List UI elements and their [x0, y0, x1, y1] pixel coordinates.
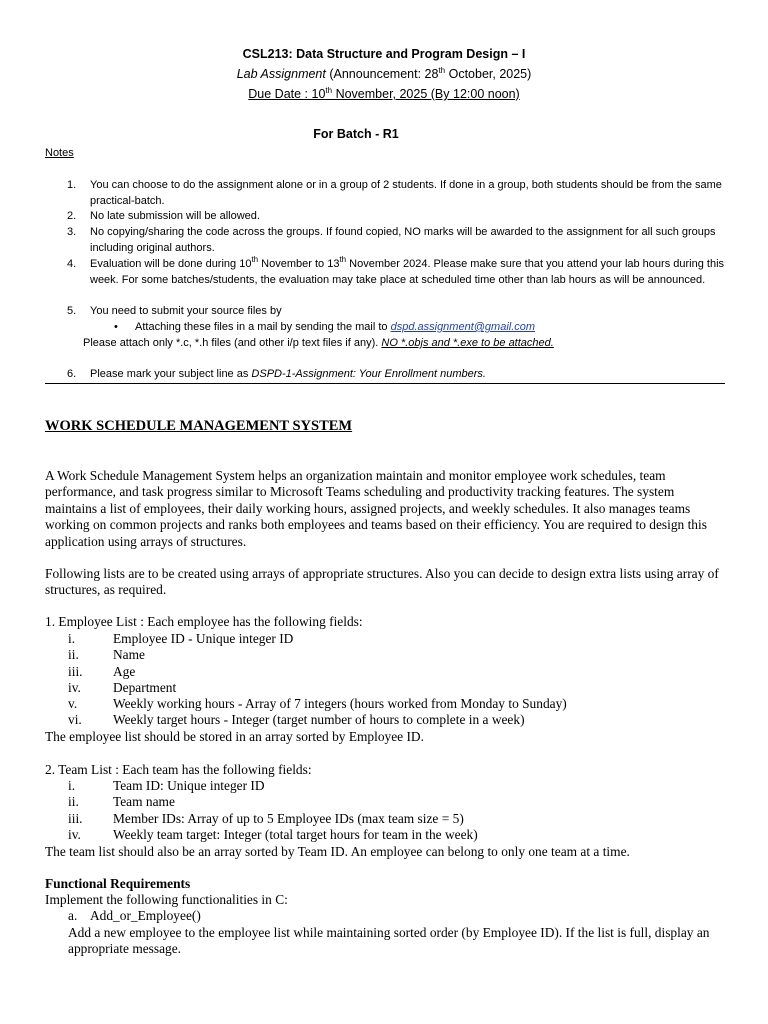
note-number: 4. [67, 258, 77, 270]
course-title: CSL213: Data Structure and Program Design – I [242, 47, 526, 61]
note-item: No copying/sharing the code across the groups. If found copied, NO marks will be awarded to the assignment for all such groups including original authors. [90, 226, 716, 254]
note-item: You can choose to do the assignment alone or in a group of 2 students. If done in a group, both students should be from the same practical-batch. [90, 179, 722, 207]
note-number: 5. [67, 305, 77, 317]
notes-heading: Notes [45, 147, 74, 159]
functional-heading: Functional Requirements [45, 876, 191, 891]
document-title: WORK SCHEDULE MANAGEMENT SYSTEM [45, 418, 353, 434]
function-description: Add a new employee to the employee list while maintaining sorted order (by Employee ID). If the list is full, display an appropriate message. [68, 925, 710, 957]
employee-field: Weekly working hours - Array of 7 integers (hours worked from Monday to Sunday) [113, 696, 567, 711]
intro-paragraph: A Work Schedule Management System helps an organization maintain and monitor employee work schedules, team performance, and task progress similar to Microsoft Teams scheduling and productivity tracking features. The system maintains a list of employees, their daily working hours, assigned projects, and weekly schedules. It also manages teams working on common projects and ranks both employees and teams based on their efficiency. You are required to design this application using arrays of structures. [45, 468, 707, 549]
field-number: ii. [68, 794, 79, 809]
employee-field: Employee ID - Unique integer ID [113, 631, 294, 646]
field-number: i. [68, 631, 76, 646]
field-number: vi. [68, 712, 82, 727]
employee-field: Age [113, 664, 136, 679]
batch-label: For Batch - R1 [313, 127, 399, 141]
note-item: Please mark your subject line as DSPD-1-Assignment: Your Enrollment numbers. [90, 368, 486, 380]
note-number: 6. [67, 368, 77, 380]
note-item: Evaluation will be done during 10th November to 13th November 2024. Please make sure that you attend your lab hours during this week. For some batches/students, the evaluation may take place at scheduled time other than lab hours as will be announced. [90, 255, 725, 286]
field-number: iii. [68, 664, 83, 679]
field-number: v. [68, 696, 78, 711]
team-field: Team ID: Unique integer ID [113, 778, 265, 793]
field-number: iv. [68, 680, 81, 695]
field-number: iv. [68, 827, 81, 842]
due-date-line: Due Date : 10th November, 2025 (By 12:00 noon) [248, 86, 520, 101]
field-number: iii. [68, 811, 83, 826]
employee-field: Name [113, 647, 145, 662]
field-number: i. [68, 778, 76, 793]
lists-intro-paragraph: Following lists are to be created using arrays of appropriate structures. Also you can decide to design extra lists using array of structures, as required. [45, 566, 719, 598]
note-number: 1. [67, 179, 77, 191]
item-letter: a. [68, 908, 78, 923]
employee-field: Weekly target hours - Integer (target number of hours to complete in a week) [113, 712, 525, 727]
field-number: ii. [68, 647, 79, 662]
team-list-heading: 2. Team List : Each team has the following fields: [45, 762, 312, 777]
attach-warning: NO *.objs and *.exe to be attached. [381, 337, 554, 349]
divider-line [45, 383, 725, 384]
team-list-footer: The team list should also be an array sorted by Team ID. An employee can belong to only one team at a time. [45, 844, 630, 859]
note-number: 3. [67, 226, 77, 238]
bullet-icon: • [114, 321, 118, 333]
note-item: You need to submit your source files by [90, 305, 282, 317]
employee-field: Department [113, 680, 177, 695]
function-name: Add_or_Employee() [90, 908, 201, 923]
note-item: No late submission will be allowed. [90, 210, 260, 222]
email-link[interactable]: dspd.assignment@gmail.com [390, 321, 536, 333]
team-field: Weekly team target: Integer (total target hours for team in the week) [113, 827, 478, 842]
team-field: Team name [113, 794, 175, 809]
functional-intro: Implement the following functionalities in C: [45, 892, 288, 907]
assignment-label: Lab Assignment [236, 67, 326, 81]
note-number: 2. [67, 210, 77, 222]
submission-instruction: Attaching these files in a mail by sending the mail to dspd.assignment@gmail.com [135, 321, 536, 333]
employee-list-footer: The employee list should be stored in an array sorted by Employee ID. [45, 729, 424, 744]
attach-instruction: Please attach only *.c, *.h files (and other i/p text files if any). NO *.objs and *.exe to be attached. [83, 337, 554, 349]
announcement-line: Lab Assignment (Announcement: 28th October, 2025) [236, 66, 532, 81]
team-field: Member IDs: Array of up to 5 Employee IDs (max team size = 5) [113, 811, 464, 826]
employee-list-heading: 1. Employee List : Each employee has the following fields: [45, 614, 363, 629]
